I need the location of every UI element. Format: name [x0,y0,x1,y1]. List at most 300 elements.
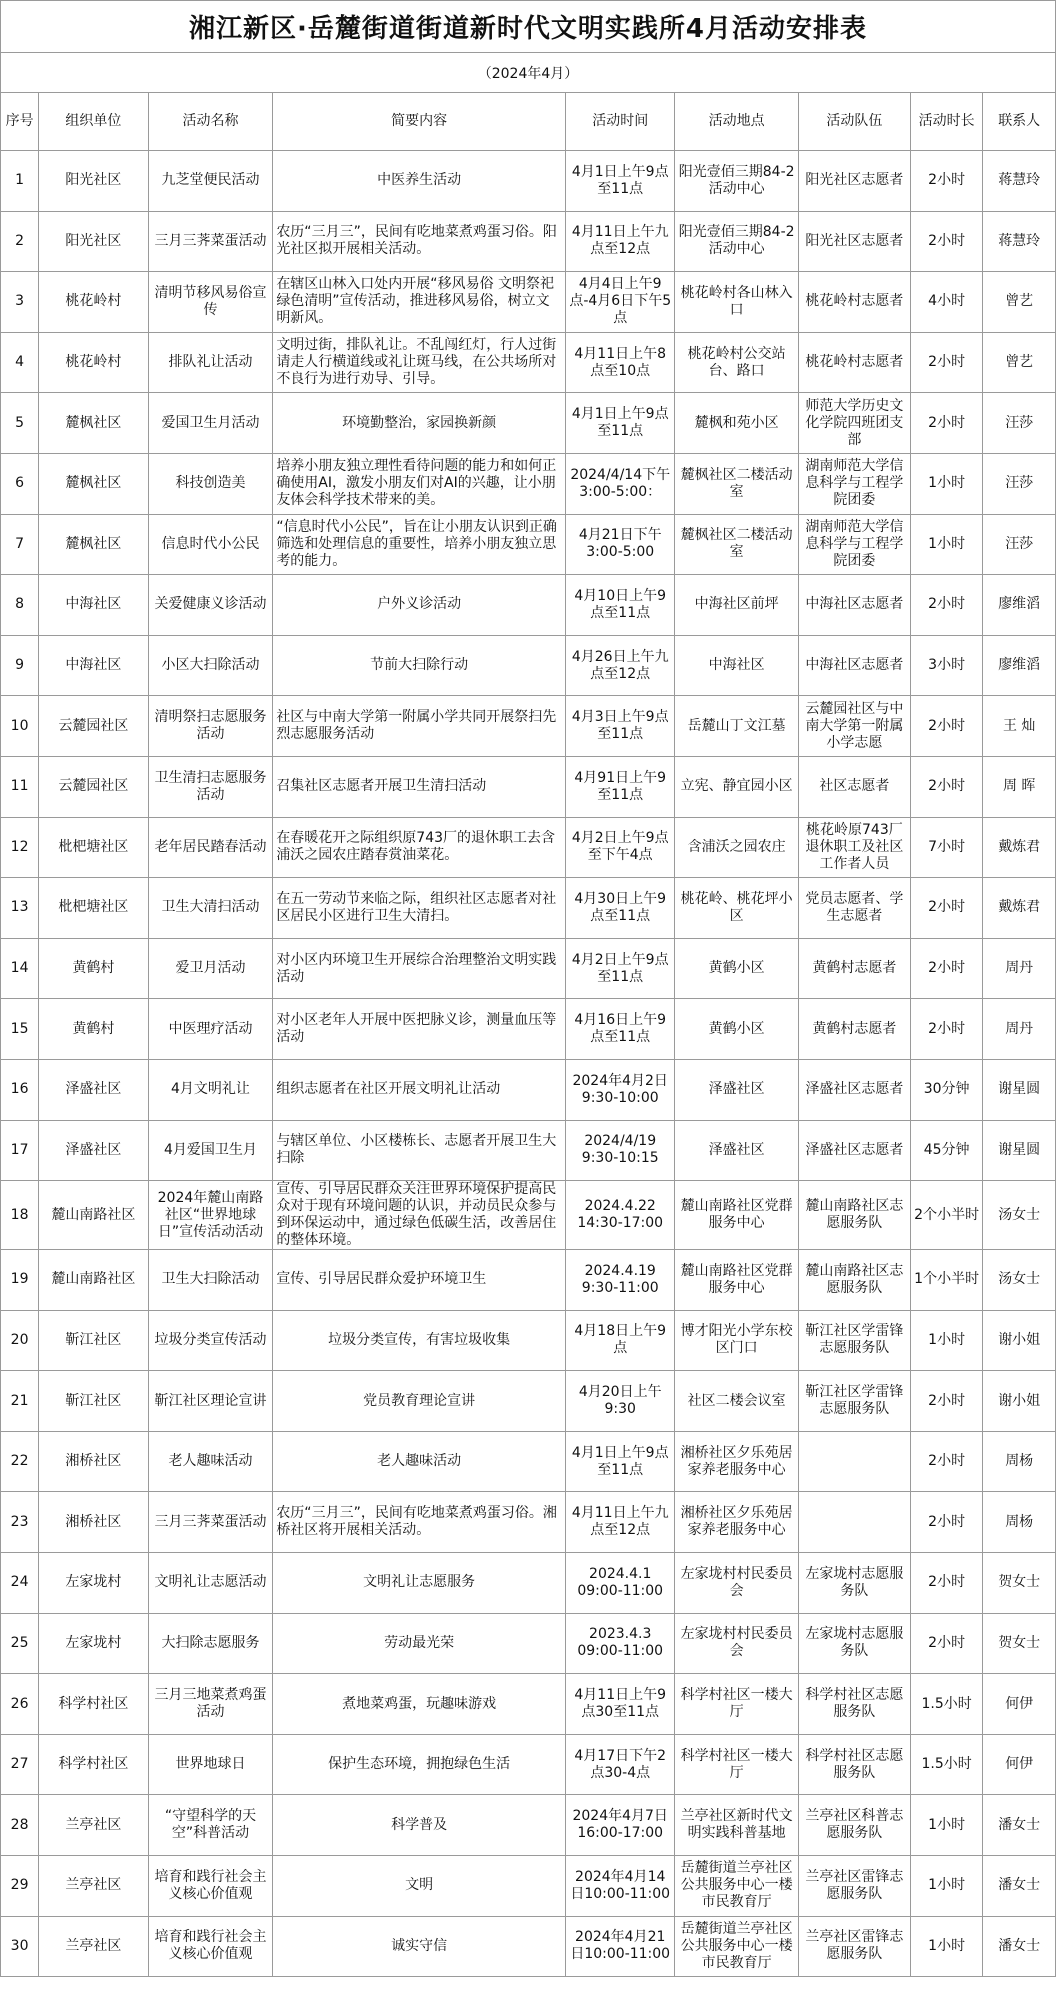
cell-content: “信息时代小公民”，旨在让小朋友认识到正确筛选和处理信息的重要性，培养小朋友独立思考的能力。 [273,514,566,575]
cell-index: 21 [1,1371,39,1432]
table-row [1,1310,1056,1371]
cell-duration: 1个小半时 [910,1250,983,1311]
cell-team: 泽盛社区志愿者 [798,1059,910,1120]
cell-index: 30 [1,1916,39,1977]
cell-org: 靳江社区 [39,1310,148,1371]
cell-team: 云麓园社区与中南大学第一附属小学志愿 [798,696,910,757]
cell-content: 在春暖花开之际组织原743厂的退休职工去含浦沃之园农庄踏春赏油菜花。 [273,817,566,878]
cell-contact: 何伊 [983,1674,1056,1735]
cell-org: 科学村社区 [39,1734,148,1795]
table-row [1,1250,1056,1311]
cell-location: 科学村社区一楼大厅 [675,1674,798,1735]
cell-activity-name: 卫生大扫除活动 [148,1250,273,1311]
cell-index: 25 [1,1613,39,1674]
table-row [1,453,1056,514]
table-row [1,1431,1056,1492]
cell-duration: 2小时 [910,878,983,939]
cell-team: 科学村社区志愿服务队 [798,1734,910,1795]
cell-index: 2 [1,211,39,272]
cell-duration: 30分钟 [910,1059,983,1120]
cell-contact: 蒋慧玲 [983,211,1056,272]
table-row [1,1613,1056,1674]
cell-contact: 潘女士 [983,1856,1056,1917]
cell-contact: 王 灿 [983,696,1056,757]
cell-duration: 4小时 [910,272,983,333]
cell-time: 4月30日上午9点至11点 [566,878,675,939]
cell-duration: 1.5小时 [910,1734,983,1795]
cell-activity-name: 培育和践行社会主义核心价值观 [148,1856,273,1917]
cell-time: 2024年4月7日16:00-17:00 [566,1795,675,1856]
table-row [1,1371,1056,1432]
cell-location: 黄鹤小区 [675,938,798,999]
cell-location: 岳麓街道兰亭社区公共服务中心一楼市民教育厅 [675,1856,798,1917]
cell-duration: 2小时 [910,151,983,212]
table-row [1,332,1056,393]
cell-time: 4月11日上午8点至10点 [566,332,675,393]
cell-activity-name: 三月三荠菜蛋活动 [148,1492,273,1553]
cell-content: 垃圾分类宣传，有害垃圾收集 [273,1310,566,1371]
cell-contact: 周杨 [983,1492,1056,1553]
cell-index: 7 [1,514,39,575]
cell-duration: 1小时 [910,453,983,514]
table-row [1,272,1056,333]
cell-location: 泽盛社区 [675,1059,798,1120]
cell-content: 社区与中南大学第一附属小学共同开展祭扫先烈志愿服务活动 [273,696,566,757]
cell-contact: 汪莎 [983,514,1056,575]
cell-activity-name: 文明礼让志愿活动 [148,1553,273,1614]
title-bar [0,0,1056,52]
cell-activity-name: 科技创造美 [148,453,273,514]
cell-index: 14 [1,938,39,999]
cell-time: 4月21日下午3:00-5:00 [566,514,675,575]
header-contact: 联系人 [983,93,1056,151]
cell-team [798,1431,910,1492]
cell-activity-name: 垃圾分类宣传活动 [148,1310,273,1371]
header-time: 活动时间 [566,93,675,151]
cell-team: 黄鹤村志愿者 [798,999,910,1060]
cell-team: 麓山南路社区志愿服务队 [798,1181,910,1250]
cell-index: 27 [1,1734,39,1795]
table-row [1,575,1056,636]
table-row [1,151,1056,212]
cell-content: 煮地菜鸡蛋，玩趣味游戏 [273,1674,566,1735]
cell-org: 左家垅村 [39,1553,148,1614]
cell-contact: 曾艺 [983,332,1056,393]
cell-team: 社区志愿者 [798,756,910,817]
cell-duration: 1小时 [910,1856,983,1917]
header-activity-name: 活动名称 [148,93,273,151]
cell-location: 麓枫社区二楼活动室 [675,453,798,514]
table-row [1,999,1056,1060]
cell-activity-name: 世界地球日 [148,1734,273,1795]
cell-team: 湖南师范大学信息科学与工程学院团委 [798,514,910,575]
cell-team: 湖南师范大学信息科学与工程学院团委 [798,453,910,514]
activity-table [0,92,1056,1977]
cell-time: 4月1日上午9点至11点 [566,1431,675,1492]
cell-location: 桃花岭村各山林入口 [675,272,798,333]
cell-activity-name: 爱卫月活动 [148,938,273,999]
cell-activity-name: 培育和践行社会主义核心价值观 [148,1916,273,1977]
cell-time: 4月10日上午9点至11点 [566,575,675,636]
cell-content: 对小区内环境卫生开展综合治理整治文明实践活动 [273,938,566,999]
cell-team: 中海社区志愿者 [798,635,910,696]
cell-org: 中海社区 [39,635,148,696]
header-team: 活动队伍 [798,93,910,151]
cell-org: 云麓园社区 [39,696,148,757]
cell-org: 枇杷塘社区 [39,817,148,878]
cell-org: 中海社区 [39,575,148,636]
cell-time: 4月20日上午9:30 [566,1371,675,1432]
cell-duration: 1小时 [910,514,983,575]
header-location: 活动地点 [675,93,798,151]
cell-activity-name: 三月三荠菜蛋活动 [148,211,273,272]
cell-index: 9 [1,635,39,696]
cell-org: 麓枫社区 [39,393,148,454]
cell-team: 阳光社区志愿者 [798,151,910,212]
cell-duration: 2小时 [910,1431,983,1492]
cell-duration: 2小时 [910,999,983,1060]
cell-activity-name: 关爱健康义诊活动 [148,575,273,636]
cell-content: 文明 [273,1856,566,1917]
cell-duration: 1小时 [910,1916,983,1977]
cell-activity-name: 大扫除志愿服务 [148,1613,273,1674]
cell-team [798,1492,910,1553]
cell-index: 16 [1,1059,39,1120]
cell-time: 4月16日上午9点至11点 [566,999,675,1060]
cell-team: 桃花岭村志愿者 [798,272,910,333]
cell-location: 麓枫社区二楼活动室 [675,514,798,575]
cell-content: 组织志愿者在社区开展文明礼让活动 [273,1059,566,1120]
cell-time: 2023.4.3 09:00-11:00 [566,1613,675,1674]
cell-index: 6 [1,453,39,514]
cell-activity-name: 清明祭扫志愿服务活动 [148,696,273,757]
cell-duration: 2小时 [910,756,983,817]
cell-org: 湘桥社区 [39,1492,148,1553]
cell-activity-name: 爱国卫生月活动 [148,393,273,454]
cell-index: 11 [1,756,39,817]
cell-index: 20 [1,1310,39,1371]
cell-activity-name: 老人趣味活动 [148,1431,273,1492]
cell-contact: 戴炼君 [983,878,1056,939]
cell-content: 保护生态环境，拥抱绿色生活 [273,1734,566,1795]
cell-content: 召集社区志愿者开展卫生清扫活动 [273,756,566,817]
cell-org: 麓枫社区 [39,453,148,514]
cell-location: 社区二楼会议室 [675,1371,798,1432]
cell-team: 兰亭社区科普志愿服务队 [798,1795,910,1856]
table-row [1,817,1056,878]
cell-time: 2024.4.22 14:30-17:00 [566,1181,675,1250]
cell-time: 2024.4.1 09:00-11:00 [566,1553,675,1614]
cell-contact: 谢星圆 [983,1120,1056,1181]
cell-content: 劳动最光荣 [273,1613,566,1674]
cell-activity-name: 4月文明礼让 [148,1059,273,1120]
cell-org: 黄鹤村 [39,938,148,999]
cell-location: 兰亭社区新时代文明实践科普基地 [675,1795,798,1856]
cell-index: 28 [1,1795,39,1856]
cell-activity-name: 卫生大清扫活动 [148,878,273,939]
cell-org: 桃花岭村 [39,332,148,393]
cell-index: 24 [1,1553,39,1614]
cell-time: 4月4日上午9点-4月6日下午5点 [566,272,675,333]
cell-team: 黄鹤村志愿者 [798,938,910,999]
cell-org: 靳江社区 [39,1371,148,1432]
cell-time: 4月1日上午9点至11点 [566,151,675,212]
cell-index: 3 [1,272,39,333]
cell-team: 中海社区志愿者 [798,575,910,636]
cell-location: 科学村社区一楼大厅 [675,1734,798,1795]
table-row [1,1553,1056,1614]
page-subtitle: （2024年4月） [477,65,579,82]
table-row [1,1916,1056,1977]
cell-index: 12 [1,817,39,878]
cell-index: 1 [1,151,39,212]
cell-time: 4月2日上午9点至下午4点 [566,817,675,878]
cell-location: 桃花岭村公交站台、路口 [675,332,798,393]
cell-duration: 2个小半时 [910,1181,983,1250]
cell-content: 文明礼让志愿服务 [273,1553,566,1614]
cell-activity-name: “守望科学的天空”科普活动 [148,1795,273,1856]
cell-time: 2024.4.19 9:30-11:00 [566,1250,675,1311]
cell-index: 17 [1,1120,39,1181]
cell-activity-name: 清明节移风易俗宣传 [148,272,273,333]
cell-duration: 2小时 [910,1371,983,1432]
cell-duration: 2小时 [910,211,983,272]
cell-location: 阳光壹佰三期84-2活动中心 [675,211,798,272]
header-org: 组织单位 [39,93,148,151]
cell-team: 兰亭社区雷锋志愿服务队 [798,1856,910,1917]
cell-duration: 2小时 [910,696,983,757]
cell-time: 2024/4/19 9:30-10:15 [566,1120,675,1181]
cell-content: 户外义诊活动 [273,575,566,636]
cell-location: 麓山南路社区党群服务中心 [675,1181,798,1250]
cell-time: 4月26日上午九点至12点 [566,635,675,696]
cell-org: 兰亭社区 [39,1856,148,1917]
table-row [1,211,1056,272]
cell-team: 科学村社区志愿服务队 [798,1674,910,1735]
cell-contact: 汪莎 [983,393,1056,454]
cell-duration: 2小时 [910,1492,983,1553]
cell-org: 云麓园社区 [39,756,148,817]
cell-org: 桃花岭村 [39,272,148,333]
cell-content: 诚实守信 [273,1916,566,1977]
cell-org: 麓山南路社区 [39,1250,148,1311]
cell-contact: 谢星圆 [983,1059,1056,1120]
cell-contact: 潘女士 [983,1916,1056,1977]
cell-content: 中医养生活动 [273,151,566,212]
cell-time: 4月17日下午2点30-4点 [566,1734,675,1795]
cell-org: 阳光社区 [39,151,148,212]
cell-location: 博才阳光小学东校区门口 [675,1310,798,1371]
cell-contact: 贺女士 [983,1553,1056,1614]
cell-activity-name: 2024年麓山南路社区“世界地球日”宣传活动活动 [148,1181,273,1250]
table-row [1,1856,1056,1917]
table-row [1,1674,1056,1735]
cell-contact: 周 晖 [983,756,1056,817]
cell-team: 泽盛社区志愿者 [798,1120,910,1181]
table-row [1,635,1056,696]
table-row [1,878,1056,939]
cell-team: 桃花岭原743厂退休职工及社区工作者人员 [798,817,910,878]
cell-index: 22 [1,1431,39,1492]
table-row [1,1795,1056,1856]
cell-contact: 戴炼君 [983,817,1056,878]
cell-content: 农历“三月三”，民间有吃地菜煮鸡蛋习俗。湘桥社区将开展相关活动。 [273,1492,566,1553]
subtitle-bar [0,52,1056,92]
cell-location: 左家垅村村民委员会 [675,1613,798,1674]
cell-duration: 2小时 [910,332,983,393]
header-content: 简要内容 [273,93,566,151]
cell-org: 枇杷塘社区 [39,878,148,939]
cell-duration: 1小时 [910,1310,983,1371]
cell-index: 8 [1,575,39,636]
cell-index: 29 [1,1856,39,1917]
cell-location: 岳麓山丁文江墓 [675,696,798,757]
cell-activity-name: 小区大扫除活动 [148,635,273,696]
cell-time: 2024/4/14下午3:00-5:00： [566,453,675,514]
cell-index: 19 [1,1250,39,1311]
cell-contact: 汤女士 [983,1181,1056,1250]
cell-contact: 周杨 [983,1431,1056,1492]
cell-org: 麓枫社区 [39,514,148,575]
cell-activity-name: 4月爱国卫生月 [148,1120,273,1181]
cell-activity-name: 排队礼让活动 [148,332,273,393]
cell-team: 左家垅村志愿服务队 [798,1613,910,1674]
cell-team: 阳光社区志愿者 [798,211,910,272]
cell-time: 2024年4月14日10:00-11:00 [566,1856,675,1917]
cell-contact: 廖维滔 [983,635,1056,696]
cell-index: 4 [1,332,39,393]
cell-duration: 1.5小时 [910,1674,983,1735]
cell-activity-name: 中医理疗活动 [148,999,273,1060]
cell-time: 4月11日上午九点至12点 [566,211,675,272]
cell-team: 靳江社区学雷锋志愿服务队 [798,1371,910,1432]
cell-location: 麓枫和苑小区 [675,393,798,454]
cell-content: 对小区老年人开展中医把脉义诊，测量血压等活动 [273,999,566,1060]
page-title: 湘江新区·岳麓街道街道新时代文明实践所4月活动安排表 [189,14,867,44]
cell-org: 阳光社区 [39,211,148,272]
cell-location: 立宪、静宜园小区 [675,756,798,817]
cell-time: 4月91日上午9至11点 [566,756,675,817]
cell-org: 泽盛社区 [39,1059,148,1120]
cell-duration: 2小时 [910,1613,983,1674]
cell-contact: 潘女士 [983,1795,1056,1856]
cell-content: 节前大扫除行动 [273,635,566,696]
cell-index: 5 [1,393,39,454]
cell-contact: 汪莎 [983,453,1056,514]
table-row [1,1734,1056,1795]
cell-activity-name: 信息时代小公民 [148,514,273,575]
table-row [1,1120,1056,1181]
cell-activity-name: 靳江社区理论宣讲 [148,1371,273,1432]
cell-org: 湘桥社区 [39,1431,148,1492]
cell-content: 在辖区山林入口处内开展“移风易俗 文明祭祀 绿色清明”宣传活动，推进移风易俗，树立文明新风。 [273,272,566,333]
table-body [1,151,1056,1977]
table-row [1,393,1056,454]
cell-team: 党员志愿者、学生志愿者 [798,878,910,939]
cell-location: 黄鹤小区 [675,999,798,1060]
cell-content: 宣传、引导居民群众爱护环境卫生 [273,1250,566,1311]
cell-location: 阳光壹佰三期84-2活动中心 [675,151,798,212]
cell-index: 13 [1,878,39,939]
cell-duration: 3小时 [910,635,983,696]
cell-time: 4月11日上午九点至12点 [566,1492,675,1553]
cell-content: 党员教育理论宣讲 [273,1371,566,1432]
cell-contact: 汤女士 [983,1250,1056,1311]
cell-time: 4月1日上午9点至11点 [566,393,675,454]
cell-org: 兰亭社区 [39,1916,148,1977]
cell-contact: 周丹 [983,999,1056,1060]
table-row [1,1181,1056,1250]
cell-time: 4月3日上午9点至11点 [566,696,675,757]
cell-team: 兰亭社区雷锋志愿服务队 [798,1916,910,1977]
cell-activity-name: 老年居民踏春活动 [148,817,273,878]
cell-location: 桃花岭、桃花坪小区 [675,878,798,939]
cell-time: 4月18日上午9点 [566,1310,675,1371]
cell-contact: 蒋慧玲 [983,151,1056,212]
cell-content: 文明过街，排队礼让。不乱闯红灯，行人过街请走人行横道线或礼让斑马线，在公共场所对不良行为进行劝导、引导。 [273,332,566,393]
cell-contact: 谢小姐 [983,1310,1056,1371]
cell-content: 宣传、引导居民群众关注世界环境保护提高民众对于现有环境问题的认识，并动员民众参与到环保运动中，通过绿色低碳生活，改善居住的整体环境。 [273,1181,566,1250]
cell-duration: 45分钟 [910,1120,983,1181]
cell-duration: 2小时 [910,575,983,636]
cell-location: 湘桥社区夕乐苑居家养老服务中心 [675,1492,798,1553]
cell-content: 老人趣味活动 [273,1431,566,1492]
cell-duration: 2小时 [910,1553,983,1614]
cell-index: 10 [1,696,39,757]
cell-duration: 1小时 [910,1795,983,1856]
cell-team: 师范大学历史文化学院四班团支部 [798,393,910,454]
cell-time: 4月2日上午9点至11点 [566,938,675,999]
cell-content: 农历“三月三”，民间有吃地菜煮鸡蛋习俗。阳光社区拟开展相关活动。 [273,211,566,272]
cell-location: 含浦沃之园农庄 [675,817,798,878]
cell-activity-name: 三月三地菜煮鸡蛋活动 [148,1674,273,1735]
cell-duration: 2小时 [910,938,983,999]
cell-content: 培养小朋友独立理性看待问题的能力和如何正确使用AI，激发小朋友们对AI的兴趣，让小朋友体会科学技术带来的美。 [273,453,566,514]
cell-org: 兰亭社区 [39,1795,148,1856]
cell-location: 岳麓街道兰亭社区公共服务中心一楼市民教育厅 [675,1916,798,1977]
cell-index: 26 [1,1674,39,1735]
cell-contact: 何伊 [983,1734,1056,1795]
cell-contact: 廖维滔 [983,575,1056,636]
table-row [1,696,1056,757]
cell-index: 15 [1,999,39,1060]
cell-contact: 曾艺 [983,272,1056,333]
cell-location: 湘桥社区夕乐苑居家养老服务中心 [675,1431,798,1492]
header-duration: 活动时长 [910,93,983,151]
cell-content: 科学普及 [273,1795,566,1856]
cell-content: 环境勤整治，家园换新颜 [273,393,566,454]
cell-org: 左家垅村 [39,1613,148,1674]
cell-location: 麓山南路社区党群服务中心 [675,1250,798,1311]
cell-index: 23 [1,1492,39,1553]
cell-content: 与辖区单位、小区楼栋长、志愿者开展卫生大扫除 [273,1120,566,1181]
cell-activity-name: 卫生清扫志愿服务活动 [148,756,273,817]
cell-location: 中海社区前坪 [675,575,798,636]
cell-location: 左家垅村村民委员会 [675,1553,798,1614]
cell-team: 左家垅村志愿服务队 [798,1553,910,1614]
table-row [1,938,1056,999]
cell-duration: 7小时 [910,817,983,878]
cell-contact: 谢小姐 [983,1371,1056,1432]
table-row [1,514,1056,575]
cell-time: 4月11日上午9点30至11点 [566,1674,675,1735]
cell-activity-name: 九芝堂便民活动 [148,151,273,212]
cell-team: 靳江社区学雷锋志愿服务队 [798,1310,910,1371]
cell-time: 2024年4月21日10:00-11:00 [566,1916,675,1977]
cell-location: 中海社区 [675,635,798,696]
table-row [1,1492,1056,1553]
header-row [1,93,1056,151]
